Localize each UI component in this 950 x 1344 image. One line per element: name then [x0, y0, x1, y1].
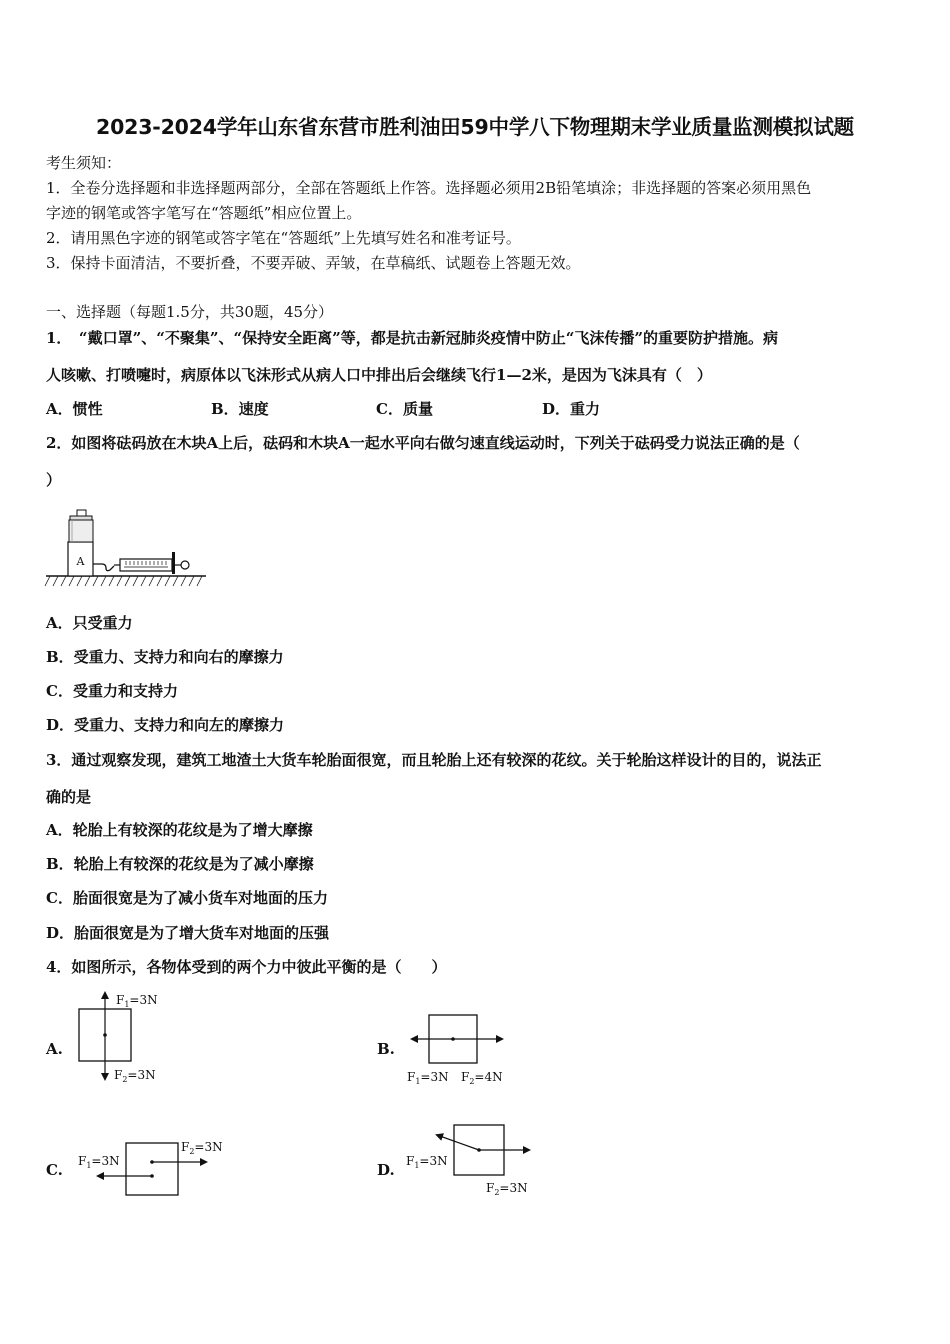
- section-heading: 一、选择题（每题1.5分，共30题，45分）: [46, 303, 334, 321]
- notice-heading: 考生须知：: [46, 154, 122, 172]
- question-3-option-d[interactable]: D．胎面很宽是为了增大货车对地面的压强: [46, 924, 330, 942]
- figure-c-label[interactable]: C.: [46, 1161, 63, 1179]
- question-2-line1: 2．如图将砝码放在木块A上后，砝码和木块A一起水平向右做匀速直线运动时，下列关于砝码受力说法正确的是（: [46, 434, 800, 452]
- notice-item: 1．全卷分选择题和非选择题两部分，全部在答题纸上作答。选择题必须用2B铅笔填涂；非选择题的答案必须用黑色: [46, 179, 812, 197]
- force-figure-b: [404, 1008, 524, 1092]
- question-1-line2: 人咳嗽、打喷嚏时，病原体以飞沫形式从病人口中排出后会继续飞行1—2米，是因为飞沫具有（ ）: [46, 366, 712, 384]
- option-d[interactable]: D．重力: [542, 400, 601, 418]
- page-title: 2023-2024学年山东省东营市胜利油田59中学八下物理期末学业质量监测模拟试题: [96, 115, 854, 139]
- svg-text:F2=3N: $F_2=3N$: [486, 1181, 528, 1197]
- figure-b-label[interactable]: B.: [377, 1040, 395, 1058]
- hook: [93, 564, 114, 571]
- figure-a-f2: 3N: [137, 1068, 156, 1082]
- spring-scale-figure: [44, 506, 210, 592]
- figure-a-f1: 3N: [139, 993, 158, 1007]
- question-3-option-a[interactable]: A．轮胎上有较深的花纹是为了增大摩擦: [46, 821, 313, 839]
- notice-item: 3．保持卡面清洁，不要折叠，不要弄破、弄皱，在草稿纸、试题卷上答题无效。: [46, 254, 581, 272]
- option-b[interactable]: B．速度: [211, 400, 269, 418]
- weight-icon: [69, 510, 93, 542]
- figure-c-f2: 3N: [204, 1140, 223, 1154]
- question-3-line2: 确的是: [46, 788, 92, 806]
- force-figure-d: [404, 1120, 544, 1200]
- question-3-option-b[interactable]: B．轮胎上有较深的花纹是为了减小摩擦: [46, 855, 314, 873]
- option-c[interactable]: C．质量: [376, 400, 433, 418]
- question-3-line1: 3．通过观察发现，建筑工地渣土大货车轮胎面很宽，而且轮胎上还有较深的花纹。关于轮胎这样设计的目的，说法正: [46, 751, 822, 769]
- figure-a-label[interactable]: A.: [46, 1040, 63, 1058]
- question-2-option-b[interactable]: B．受重力、支持力和向右的摩擦力: [46, 648, 284, 666]
- svg-text:F1=3N: $F_1=3N$: [116, 993, 158, 1009]
- svg-text:F2=4N: $F_2=4N$: [461, 1070, 503, 1086]
- figure-d-label[interactable]: D.: [377, 1161, 395, 1179]
- force-figure-a: [74, 988, 174, 1088]
- svg-text:F1=3N: $F_1=3N$: [406, 1154, 448, 1170]
- svg-text:F2=3N: $F_2=3N$: [114, 1068, 156, 1084]
- svg-text:F2=3N: $F_2=3N$: [181, 1140, 223, 1156]
- question-2-line2: ）: [46, 471, 62, 489]
- question-2-option-a[interactable]: A．只受重力: [46, 614, 133, 632]
- figure-c-f1: 3N: [101, 1154, 120, 1168]
- figure-b-f1: 3N: [430, 1070, 449, 1084]
- question-4-line1: 4．如图所示，各物体受到的两个力中彼此平衡的是（ ）: [46, 958, 447, 976]
- svg-text:F1=3N: $F_1=3N$: [407, 1070, 449, 1086]
- question-2-option-d[interactable]: D．受重力、支持力和向左的摩擦力: [46, 716, 285, 734]
- figure-d-f1: 3N: [429, 1154, 448, 1168]
- question-2-option-c[interactable]: C．受重力和支持力: [46, 682, 178, 700]
- notice-item: 字迹的钢笔或答字笔写在“答题纸”相应位置上。: [46, 204, 362, 222]
- block-a-label: A: [76, 555, 85, 568]
- question-3-option-c[interactable]: C．胎面很宽是为了减小货车对地面的压力: [46, 889, 328, 907]
- figure-d-f2: 3N: [509, 1181, 528, 1195]
- spring-scale-icon: [114, 552, 189, 574]
- question-1-line1: 1． “戴口罩”、“不聚集”、“保持安全距离”等，都是抗击新冠肺炎疫情中防止“飞沫传播”的重要防护措施。病: [46, 329, 778, 347]
- force-figure-c: [74, 1134, 244, 1200]
- question-1-options: [0, 398, 950, 418]
- figure-b-f2: 4N: [484, 1070, 503, 1084]
- ground-hatch: [45, 576, 202, 586]
- notice-item: 2．请用黑色字迹的钢笔或答字笔在“答题纸”上先填写姓名和准考证号。: [46, 229, 521, 247]
- option-a[interactable]: A．惯性: [46, 400, 103, 418]
- svg-text:F1=3N: $F_1=3N$: [78, 1154, 120, 1170]
